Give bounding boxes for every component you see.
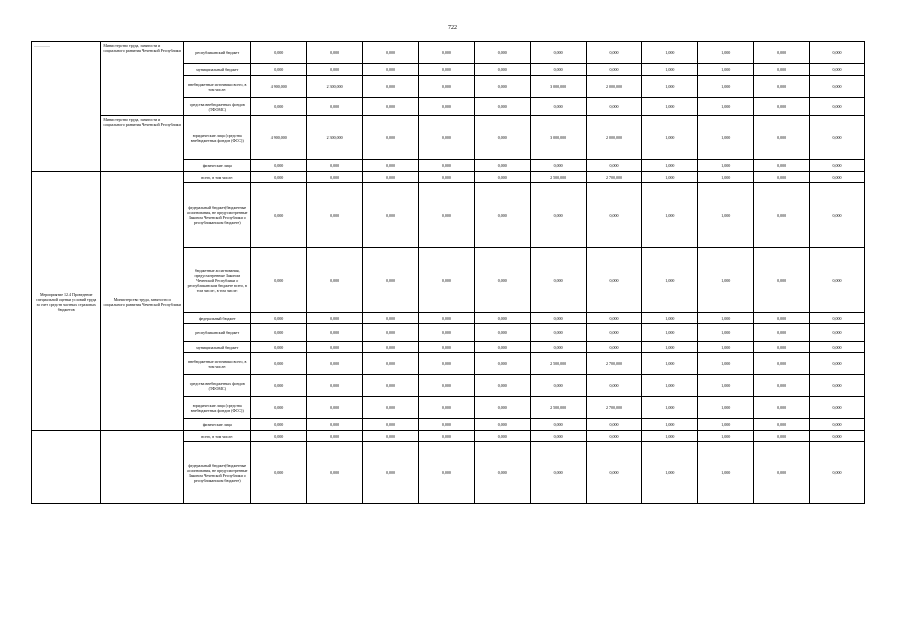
value-cell: 0,000 <box>754 431 810 442</box>
value-cell: 0,000 <box>754 375 810 397</box>
value-cell: 0,000 <box>307 160 363 172</box>
value-cell: 1,000 <box>642 431 698 442</box>
value-cell: 0,000 <box>363 342 419 353</box>
value-cell: 0,000 <box>363 442 419 504</box>
table-row <box>32 42 865 64</box>
value-cell: 0,000 <box>418 248 474 313</box>
value-cell: 0,000 <box>363 76 419 98</box>
value-cell: 0,000 <box>754 353 810 375</box>
value-cell: 0,000 <box>363 116 419 160</box>
funding-source-cell: юридические лица (средства внебюджетных фондов (ФСС)) <box>184 397 251 419</box>
value-cell: 0,000 <box>418 76 474 98</box>
value-cell: 1,000 <box>642 324 698 342</box>
value-cell: 0,000 <box>307 313 363 324</box>
value-cell: 1,000 <box>642 172 698 183</box>
value-cell: 0,000 <box>754 172 810 183</box>
value-cell: 0,000 <box>754 76 810 98</box>
value-cell: 1,000 <box>698 98 754 116</box>
funding-source-cell: федеральный бюджет(бюджетные ассигнования, не предусмотренные Законом Чеченской Республики о республиканском бюджете) <box>184 183 251 248</box>
value-cell: 0,000 <box>474 42 530 64</box>
value-cell: 0,000 <box>474 76 530 98</box>
budget-table <box>31 41 865 504</box>
value-cell: 0,000 <box>363 42 419 64</box>
value-cell: 1,000 <box>642 313 698 324</box>
executor-cell: Министерство труда, занятости и социального развития Чеченской Республики <box>101 172 184 431</box>
value-cell: 0,000 <box>363 183 419 248</box>
value-cell: 0,000 <box>251 248 307 313</box>
value-cell: 1,000 <box>698 342 754 353</box>
value-cell: 0,000 <box>810 431 865 442</box>
value-cell: 0,000 <box>530 313 586 324</box>
value-cell: 0,000 <box>474 183 530 248</box>
funding-source-cell: федеральный бюджет <box>184 313 251 324</box>
value-cell: 0,000 <box>474 324 530 342</box>
table-row <box>32 172 865 183</box>
value-cell: 2 700,000 <box>586 353 642 375</box>
value-cell: 0,000 <box>363 313 419 324</box>
value-cell: 1,000 <box>698 42 754 64</box>
value-cell: 0,000 <box>363 431 419 442</box>
value-cell: 0,000 <box>530 342 586 353</box>
page-number: 722 <box>448 25 457 31</box>
executor-cell <box>101 431 184 504</box>
value-cell: 0,000 <box>474 431 530 442</box>
value-cell: 0,000 <box>810 442 865 504</box>
value-cell: 0,000 <box>754 160 810 172</box>
value-cell: 0,000 <box>530 419 586 431</box>
value-cell: 2 000,000 <box>586 116 642 160</box>
measure-cell: Мероприятие 12.4 Проведение специальной оценки условий труда за счет средств частных страховых бюджетов <box>32 172 101 431</box>
value-cell: 1,000 <box>642 248 698 313</box>
value-cell: 0,000 <box>754 313 810 324</box>
value-cell: 0,000 <box>418 353 474 375</box>
value-cell: 1,000 <box>642 64 698 76</box>
value-cell: 0,000 <box>251 313 307 324</box>
value-cell: 0,000 <box>474 160 530 172</box>
value-cell: 1,000 <box>698 442 754 504</box>
value-cell: 1,000 <box>698 64 754 76</box>
value-cell: 0,000 <box>810 324 865 342</box>
value-cell: 0,000 <box>754 248 810 313</box>
value-cell: 0,000 <box>418 183 474 248</box>
value-cell: 1,000 <box>698 248 754 313</box>
value-cell: 0,000 <box>307 172 363 183</box>
value-cell: 0,000 <box>530 42 586 64</box>
value-cell: 0,000 <box>754 98 810 116</box>
value-cell: 2 700,000 <box>586 397 642 419</box>
executor-cell: Министерство труда, занятости и социального развития Чеченской Республики <box>101 42 184 116</box>
value-cell: 0,000 <box>418 324 474 342</box>
value-cell: 0,000 <box>418 172 474 183</box>
value-cell: 0,000 <box>363 375 419 397</box>
value-cell: 0,000 <box>586 98 642 116</box>
funding-source-cell: республиканский бюджет <box>184 42 251 64</box>
value-cell: 0,000 <box>810 375 865 397</box>
value-cell: 1,000 <box>698 172 754 183</box>
funding-source-cell: средства внебюджетных фондов (ТФОМС) <box>184 375 251 397</box>
value-cell: 0,000 <box>251 342 307 353</box>
value-cell: 0,000 <box>251 419 307 431</box>
value-cell: 1,000 <box>642 419 698 431</box>
value-cell: 0,000 <box>418 397 474 419</box>
value-cell: 0,000 <box>586 313 642 324</box>
value-cell: 2 500,000 <box>530 353 586 375</box>
executor-cell: Министерство труда, занятости и социального развития Чеченской Республики <box>101 116 184 172</box>
value-cell: 0,000 <box>474 248 530 313</box>
value-cell: 0,000 <box>251 64 307 76</box>
value-cell: 1,000 <box>698 324 754 342</box>
value-cell: 2 500,000 <box>530 397 586 419</box>
value-cell: 0,000 <box>307 431 363 442</box>
value-cell: 0,000 <box>474 375 530 397</box>
value-cell: 0,000 <box>810 353 865 375</box>
funding-source-cell: всего, в том числе: <box>184 431 251 442</box>
value-cell: 0,000 <box>251 172 307 183</box>
funding-source-cell: средства внебюджетных фондов (ТФОМС) <box>184 98 251 116</box>
value-cell: 0,000 <box>363 419 419 431</box>
value-cell: 1,000 <box>642 397 698 419</box>
value-cell: 0,000 <box>810 76 865 98</box>
value-cell: 0,000 <box>810 116 865 160</box>
value-cell: 0,000 <box>307 397 363 419</box>
table-row <box>32 116 865 160</box>
value-cell: 1,000 <box>642 160 698 172</box>
value-cell: 0,000 <box>418 42 474 64</box>
value-cell: 1,000 <box>698 353 754 375</box>
value-cell: 0,000 <box>810 98 865 116</box>
value-cell: 0,000 <box>530 160 586 172</box>
value-cell: 1,000 <box>698 313 754 324</box>
value-cell: 0,000 <box>251 324 307 342</box>
value-cell: 0,000 <box>474 313 530 324</box>
value-cell: 0,000 <box>251 42 307 64</box>
value-cell: 0,000 <box>418 375 474 397</box>
value-cell: 0,000 <box>251 375 307 397</box>
value-cell: 0,000 <box>810 248 865 313</box>
funding-source-cell: физические лица <box>184 160 251 172</box>
value-cell: 1,000 <box>642 116 698 160</box>
value-cell: 1,000 <box>642 183 698 248</box>
value-cell: 0,000 <box>586 324 642 342</box>
value-cell: 1,000 <box>698 397 754 419</box>
value-cell: 4 900,000 <box>251 76 307 98</box>
value-cell: 0,000 <box>586 248 642 313</box>
value-cell: 1,000 <box>642 76 698 98</box>
value-cell: 0,000 <box>418 342 474 353</box>
value-cell: 0,000 <box>307 42 363 64</box>
value-cell: 0,000 <box>418 431 474 442</box>
value-cell: 0,000 <box>251 98 307 116</box>
funding-source-cell: внебюджетные источники всего, в том числе: <box>184 353 251 375</box>
value-cell: 0,000 <box>418 419 474 431</box>
funding-source-cell: юридические лица (средства внебюджетных фондов (ФСС)) <box>184 116 251 160</box>
value-cell: 0,000 <box>586 183 642 248</box>
value-cell: 0,000 <box>418 98 474 116</box>
value-cell: 0,000 <box>754 42 810 64</box>
value-cell: 0,000 <box>307 442 363 504</box>
value-cell: 0,000 <box>810 342 865 353</box>
value-cell: 1,000 <box>642 442 698 504</box>
value-cell: 0,000 <box>530 248 586 313</box>
value-cell: 0,000 <box>418 64 474 76</box>
value-cell: 0,000 <box>530 431 586 442</box>
value-cell: 0,000 <box>754 324 810 342</box>
value-cell: 1,000 <box>698 76 754 98</box>
value-cell: 0,000 <box>586 64 642 76</box>
value-cell: 0,000 <box>754 419 810 431</box>
funding-source-cell: внебюджетные источники всего, в том числе: <box>184 76 251 98</box>
value-cell: 0,000 <box>474 116 530 160</box>
value-cell: 3 000,000 <box>530 116 586 160</box>
value-cell: 0,000 <box>474 397 530 419</box>
value-cell: 0,000 <box>754 442 810 504</box>
value-cell: 0,000 <box>530 183 586 248</box>
value-cell: 0,000 <box>474 342 530 353</box>
value-cell: 0,000 <box>251 397 307 419</box>
value-cell: 0,000 <box>810 42 865 64</box>
value-cell: 1,000 <box>698 419 754 431</box>
value-cell: 0,000 <box>810 160 865 172</box>
value-cell: 0,000 <box>307 183 363 248</box>
funding-source-cell: физические лица <box>184 419 251 431</box>
value-cell: 3 000,000 <box>530 76 586 98</box>
value-cell: 0,000 <box>363 353 419 375</box>
funding-source-cell: муниципальный бюджет <box>184 342 251 353</box>
value-cell: 0,000 <box>474 353 530 375</box>
funding-source-cell: бюджетные ассигнования, предусмотренные Законом Чеченской Республики о республиканском бюджете всего, в том числе:, в том числе: <box>184 248 251 313</box>
value-cell: 0,000 <box>418 160 474 172</box>
value-cell: 0,000 <box>754 397 810 419</box>
value-cell: 0,000 <box>586 375 642 397</box>
funding-source-cell: всего, в том числе: <box>184 172 251 183</box>
value-cell: 0,000 <box>586 342 642 353</box>
value-cell: 0,000 <box>474 419 530 431</box>
value-cell: 0,000 <box>363 98 419 116</box>
value-cell: 0,000 <box>530 98 586 116</box>
value-cell: 1,000 <box>642 98 698 116</box>
value-cell: 0,000 <box>251 353 307 375</box>
value-cell: 0,000 <box>586 419 642 431</box>
value-cell: 1,000 <box>698 375 754 397</box>
value-cell: 1,000 <box>698 160 754 172</box>
value-cell: 2 300,000 <box>307 76 363 98</box>
table-row <box>32 431 865 442</box>
value-cell: 0,000 <box>363 397 419 419</box>
value-cell: 1,000 <box>642 353 698 375</box>
value-cell: 0,000 <box>810 419 865 431</box>
value-cell: 0,000 <box>363 172 419 183</box>
value-cell: 0,000 <box>586 442 642 504</box>
value-cell: 2 300,000 <box>307 116 363 160</box>
value-cell: 0,000 <box>474 64 530 76</box>
value-cell: 0,000 <box>251 183 307 248</box>
value-cell: 0,000 <box>474 172 530 183</box>
value-cell: 0,000 <box>586 431 642 442</box>
value-cell: 0,000 <box>307 353 363 375</box>
value-cell: 0,000 <box>251 442 307 504</box>
value-cell: 0,000 <box>810 172 865 183</box>
value-cell: 0,000 <box>474 98 530 116</box>
value-cell: 0,000 <box>754 64 810 76</box>
value-cell: 2 500,000 <box>530 172 586 183</box>
value-cell: 0,000 <box>307 342 363 353</box>
value-cell: 0,000 <box>307 375 363 397</box>
value-cell: 0,000 <box>754 116 810 160</box>
value-cell: 0,000 <box>251 160 307 172</box>
value-cell: 0,000 <box>810 64 865 76</box>
value-cell: 0,000 <box>307 248 363 313</box>
funding-source-cell: федеральный бюджет(бюджетные ассигнования, не предусмотренные Законом Чеченской Республики о республиканском бюджете) <box>184 442 251 504</box>
value-cell: 1,000 <box>698 431 754 442</box>
value-cell: 0,000 <box>418 442 474 504</box>
value-cell: 0,000 <box>530 64 586 76</box>
value-cell: 2 700,000 <box>586 172 642 183</box>
value-cell: 1,000 <box>698 183 754 248</box>
value-cell: 1,000 <box>642 375 698 397</box>
value-cell: 1,000 <box>698 116 754 160</box>
value-cell: 0,000 <box>418 313 474 324</box>
value-cell: 0,000 <box>754 342 810 353</box>
value-cell: 0,000 <box>754 183 810 248</box>
funding-source-cell: республиканский бюджет <box>184 324 251 342</box>
value-cell: 0,000 <box>363 324 419 342</box>
value-cell: 0,000 <box>810 397 865 419</box>
value-cell: 0,000 <box>586 160 642 172</box>
value-cell: 0,000 <box>530 324 586 342</box>
value-cell: 0,000 <box>530 442 586 504</box>
value-cell: 0,000 <box>810 313 865 324</box>
value-cell: 0,000 <box>363 64 419 76</box>
value-cell: 0,000 <box>307 324 363 342</box>
value-cell: 0,000 <box>363 248 419 313</box>
value-cell: 1,000 <box>642 42 698 64</box>
value-cell: 4 900,000 <box>251 116 307 160</box>
value-cell: 0,000 <box>530 375 586 397</box>
value-cell: 0,000 <box>307 419 363 431</box>
measure-cell: ................ <box>32 42 101 172</box>
value-cell: 0,000 <box>307 64 363 76</box>
value-cell: 1,000 <box>642 342 698 353</box>
value-cell: 0,000 <box>307 98 363 116</box>
value-cell: 0,000 <box>251 431 307 442</box>
value-cell: 0,000 <box>418 116 474 160</box>
value-cell: 0,000 <box>810 183 865 248</box>
value-cell: 2 000,000 <box>586 76 642 98</box>
value-cell: 0,000 <box>586 42 642 64</box>
value-cell: 0,000 <box>363 160 419 172</box>
measure-cell <box>32 431 101 504</box>
value-cell: 0,000 <box>474 442 530 504</box>
funding-source-cell: муниципальный бюджет <box>184 64 251 76</box>
